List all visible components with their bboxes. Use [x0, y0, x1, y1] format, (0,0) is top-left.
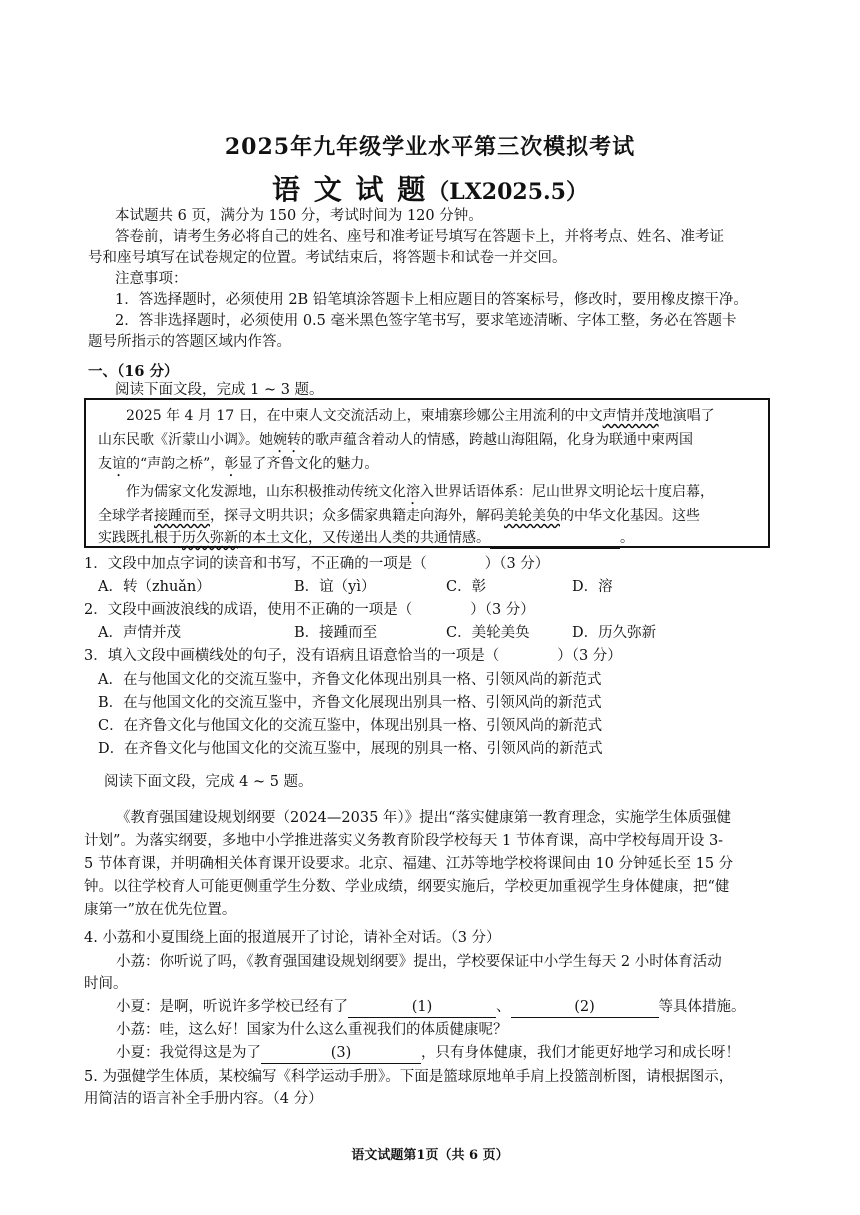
passage-2-line-2: 计划”。为落实纲要，多地中小学推进落实义务教育阶段学校每天 1 节体育课，高中学校每周开设 3-	[84, 833, 724, 849]
q4-dialogue-1b: 时间。	[84, 976, 128, 992]
rule-2a: 2．答非选择题时，必须使用 0.5 毫米黑色签字笔书写，要求笔迹清晰、字体工整，务必在答题卡	[115, 313, 737, 329]
q1-option-a: A．转（zhuǎn）	[98, 579, 211, 595]
q2-option-b: B．接踵而至	[294, 625, 378, 641]
q4-stem: 4. 小荔和小夏围绕上面的报道展开了讨论，请补全对话。（3 分）	[84, 930, 501, 946]
q5-stem-1: 5. 为强健学生体质，某校编写《科学运动手册》。下面是篮球原地单手肩上投篮剖析图，请根据图示，	[84, 1069, 734, 1085]
q1-stem: 1．文段中加点字词的读音和书写，不正确的一项是（ ）（3 分）	[84, 556, 550, 572]
intro-line-1: 本试题共 6 页，满分为 150 分，考试时间为 120 分钟。	[115, 208, 483, 224]
q3-option-c: C．在齐鲁文化与他国文化的交流互鉴中，体现出别具一格、引领风尚的新范式	[98, 718, 603, 734]
passage-2-line-5: 康第一”放在优先位置。	[84, 902, 237, 918]
passage-1-line-3: 友谊的“声韵之桥”，彰显了齐鲁文化的魅力。	[98, 456, 379, 472]
q1-option-c: C．彰	[446, 579, 487, 595]
section-1-heading: 一、（16 分）	[88, 363, 179, 380]
exam-code: （LX2025.5）	[427, 179, 588, 205]
q3-option-d: D．在齐鲁文化与他国文化的交流互鉴中，展现的别具一格、引领风尚的新范式	[98, 741, 603, 757]
notice-heading: 注意事项：	[115, 271, 188, 287]
q5-stem-2: 用简洁的语言补全手册内容。（4 分）	[84, 1091, 323, 1107]
passage-1-line-4: 作为儒家文化发源地，山东积极推动传统文化溶入世界话语体系：尼山世界文明论坛十度启幕，	[126, 484, 714, 500]
section-1-instruction: 阅读下面文段，完成 1 ~ 3 题。	[115, 382, 324, 398]
q2-option-d: D．历久弥新	[572, 625, 657, 641]
passage-1-line-5: 全球学者接踵而至，探寻文明共识；众多儒家典籍走向海外，解码美轮美奂的中华文化基因。这些	[98, 508, 700, 524]
answer-blank-1[interactable]: (1)	[348, 997, 496, 1018]
dotted-word-rong: 溶	[406, 484, 420, 500]
q3-option-a: A．在与他国文化的交流互鉴中，齐鲁文化体现出别具一格、引领风尚的新范式	[98, 672, 602, 688]
passage-2-line-4: 钟。以往学校育人可能更侧重学生分数、学业成绩，纲要实施后，学校更加重视学生身体健康，把“健	[84, 879, 730, 895]
q4-dialogue-4: 小夏：我觉得这是为了 (3) ，只有身体健康，我们才能更好地学习和成长呀！	[116, 1043, 740, 1064]
passage-2-line-1: 《教育强国建设规划纲要（2024—2035 年）》提出“落实健康第一教育理念，实施学生体质强健	[116, 810, 732, 826]
exam-title: 2025年九年级学业水平第三次模拟考试	[224, 134, 636, 160]
page-footer: 语文试题第1页（共 6 页）	[351, 1148, 509, 1163]
dotted-word-zhuan: 婉转	[273, 432, 301, 448]
q1-option-b: B．谊（yì）	[294, 579, 376, 595]
q2-stem: 2．文段中画波浪线的成语，使用不正确的一项是（ ）（3 分）	[84, 602, 535, 618]
passage-1-line-6: 实践既扎根于历久弥新的本土文化，又传递出人类的共通情感。 。	[98, 528, 634, 549]
rule-1: 1．答选择题时，必须使用 2B 铅笔填涂答题卡上相应题目的答案标号，修改时，要用橡皮擦干净。	[115, 292, 748, 308]
rule-2b: 题号所指示的答题区域内作答。	[88, 334, 291, 350]
answer-blank-3[interactable]: (3)	[261, 1043, 421, 1064]
dotted-word-yi: 谊	[112, 456, 126, 472]
q1-option-d: D．溶	[572, 579, 613, 595]
passage-1-line-1: 2025 年 4 月 17 日，在中柬人文交流活动上，柬埔寨珍娜公主用流利的中文声情并茂地演唱了	[126, 408, 715, 424]
idiom-jiezhongerzhi: 接踵而至	[154, 508, 210, 524]
answer-blank-sentence[interactable]	[490, 528, 620, 549]
idiom-lijiumixin: 历久弥新	[182, 530, 238, 546]
q4-dialogue-1a: 小荔：你听说了吗，《教育强国建设规划纲要》提出，学校要保证中小学生每天 2 小时体育活动	[116, 954, 722, 970]
dotted-word-zhang: 彰	[224, 456, 239, 472]
subject-name: 语 文 试 题	[272, 173, 428, 206]
section-2-instruction: 阅读下面文段，完成 4 ~ 5 题。	[104, 774, 313, 790]
intro-line-2: 答卷前，请考生务必将自己的姓名、座号和准考证号填写在答题卡上，并将考点、姓名、准考证	[115, 229, 724, 245]
q4-dialogue-2: 小夏：是啊，听说许多学校已经有了 (1) 、 (2) 等具体措施。	[116, 997, 746, 1018]
q4-dialogue-3: 小荔：哇，这么好！国家为什么这么重视我们的体质健康呢？	[116, 1022, 508, 1038]
idiom-shengqingbingmao: 声情并茂	[602, 408, 659, 424]
passage-1-box	[84, 398, 770, 548]
passage-2-line-3: 5 节体育课，并明确相关体育课开设要求。北京、福建、江苏等地学校将课间由 10 分钟延长至 15 分	[84, 856, 734, 872]
q2-option-c: C．美轮美奂	[446, 625, 530, 641]
answer-blank-2[interactable]: (2)	[511, 997, 659, 1018]
q3-option-b: B．在与他国文化的交流互鉴中，齐鲁文化展现出别具一格、引领风尚的新范式	[98, 695, 602, 711]
q3-stem: 3．填入文段中画横线处的句子，没有语病且语意恰当的一项是（ ）（3 分）	[84, 648, 622, 664]
q2-option-a: A．声情并茂	[98, 625, 181, 641]
intro-line-3: 号和座号填写在试卷规定的位置。考试结束后，将答题卡和试卷一并交回。	[88, 250, 567, 266]
subject-title	[0, 168, 860, 208]
passage-1-line-2: 山东民歌《沂蒙山小调》。她婉转的歌声蕴含着动人的情感，跨越山海阻隔，化身为联通中柬两国	[98, 432, 693, 448]
idiom-meilunmeihuan: 美轮美奂	[504, 508, 560, 524]
